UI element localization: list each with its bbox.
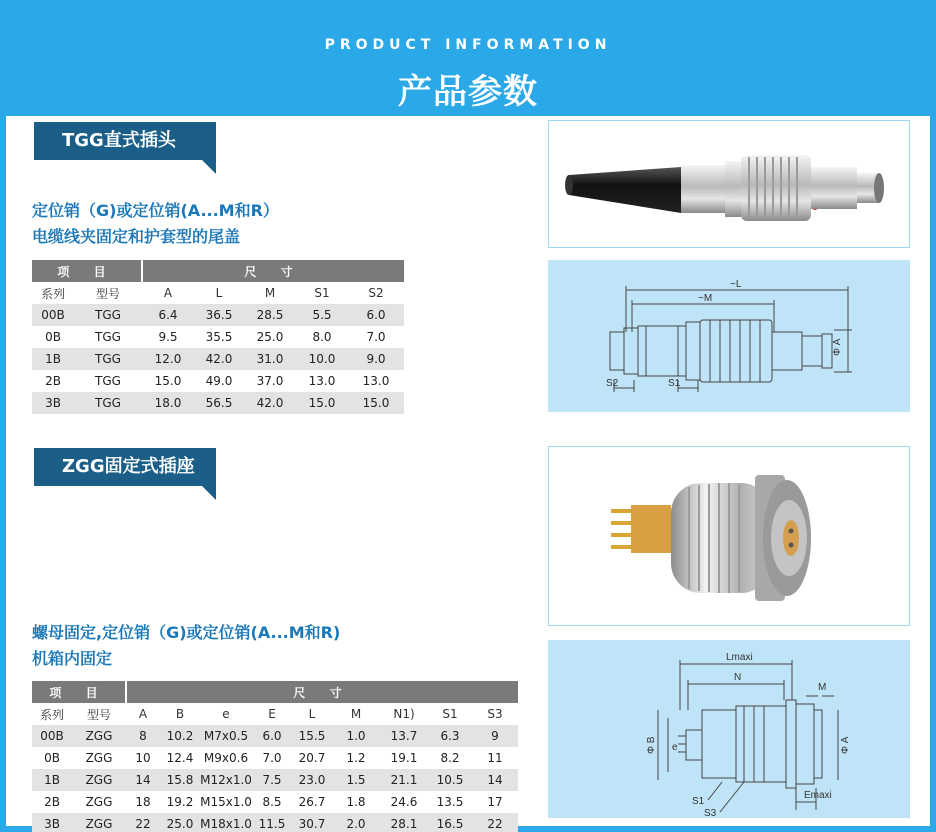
table-cell: 1.5 bbox=[332, 769, 380, 791]
table-row bbox=[32, 769, 518, 791]
table-row bbox=[32, 791, 518, 813]
table-cell: 15.0 bbox=[142, 370, 194, 392]
tgg-label-S2: S2 bbox=[606, 378, 619, 389]
tgg-label-S1: S1 bbox=[668, 378, 681, 389]
table-cell: 18.0 bbox=[142, 392, 194, 414]
section2-description bbox=[32, 620, 340, 672]
table-cell: 6.0 bbox=[348, 304, 404, 326]
table-cell: 0B bbox=[32, 326, 74, 348]
table-cell: TGG bbox=[74, 348, 142, 370]
section1-desc-line1: 定位销（G)或定位销(A...M和R） bbox=[32, 201, 279, 220]
table-cell: M18x1.0 bbox=[200, 813, 252, 832]
content-panel bbox=[6, 116, 930, 831]
table-cell: 10.0 bbox=[296, 348, 348, 370]
table-cell: 7.5 bbox=[252, 769, 292, 791]
section1-description bbox=[32, 198, 279, 250]
zgg-drawing-svg bbox=[548, 640, 910, 818]
table-cell: TGG bbox=[74, 370, 142, 392]
tgg-dimension-drawing bbox=[548, 260, 910, 412]
table-cell: 14 bbox=[126, 769, 160, 791]
group-item-cell: 项 目 bbox=[32, 260, 142, 282]
zgg-label-M: M bbox=[818, 682, 827, 693]
section1-desc-line2: 电缆线夹固定和护套型的尾盖 bbox=[32, 227, 241, 246]
table-cell: ZGG bbox=[72, 813, 126, 832]
column-header-cell: E bbox=[252, 703, 292, 725]
table-cell: 2B bbox=[32, 370, 74, 392]
table-cell: M15x1.0 bbox=[200, 791, 252, 813]
column-header-cell: 系列 bbox=[32, 703, 72, 725]
table-cell: 36.5 bbox=[194, 304, 244, 326]
table-cell: M12x1.0 bbox=[200, 769, 252, 791]
table-cell: 18 bbox=[126, 791, 160, 813]
table-cell: 7.0 bbox=[252, 747, 292, 769]
zgg-label-S1: S1 bbox=[692, 796, 705, 807]
table-cell: ZGG bbox=[72, 725, 126, 747]
zgg-label-S3: S3 bbox=[704, 808, 717, 818]
table-cell: ZGG bbox=[72, 791, 126, 813]
table-cell: 22 bbox=[472, 813, 518, 832]
table-cell: 10.2 bbox=[160, 725, 200, 747]
table-cell: 12.0 bbox=[142, 348, 194, 370]
table-cell: ZGG bbox=[72, 747, 126, 769]
table-cell: 00B bbox=[32, 725, 72, 747]
section2-spec-table bbox=[32, 681, 518, 832]
table-cell: 28.5 bbox=[244, 304, 296, 326]
section1-spec-table bbox=[32, 260, 404, 414]
section2-tab: ZGG固定式插座 bbox=[34, 448, 216, 486]
table-row bbox=[32, 813, 518, 832]
table-row bbox=[32, 370, 404, 392]
column-header-cell: 型号 bbox=[72, 703, 126, 725]
table-cell: 00B bbox=[32, 304, 74, 326]
table-cell: 28.1 bbox=[380, 813, 428, 832]
column-header-cell: S2 bbox=[348, 282, 404, 304]
table-cell: 1.0 bbox=[332, 725, 380, 747]
table-cell: TGG bbox=[74, 326, 142, 348]
zgg-dimension-drawing bbox=[548, 640, 910, 818]
table-cell: 3B bbox=[32, 813, 72, 832]
table-cell: 19.1 bbox=[380, 747, 428, 769]
table-cell: 6.0 bbox=[252, 725, 292, 747]
column-header-cell: A bbox=[142, 282, 194, 304]
table-group-header bbox=[32, 260, 404, 282]
table-cell: 31.0 bbox=[244, 348, 296, 370]
table-cell: ZGG bbox=[72, 769, 126, 791]
table-cell: 9.5 bbox=[142, 326, 194, 348]
table-cell: 15.0 bbox=[296, 392, 348, 414]
table-cell: 24.6 bbox=[380, 791, 428, 813]
table-cell: 0B bbox=[32, 747, 72, 769]
group-dim-cell: 尺 寸 bbox=[142, 260, 404, 282]
table-cell: 13.0 bbox=[348, 370, 404, 392]
table-cell: 12.4 bbox=[160, 747, 200, 769]
table-cell: 6.3 bbox=[428, 725, 472, 747]
column-header-cell: L bbox=[194, 282, 244, 304]
table-cell: 20.7 bbox=[292, 747, 332, 769]
table-cell: 42.0 bbox=[244, 392, 296, 414]
table-cell: 25.0 bbox=[244, 326, 296, 348]
table-cell: 15.0 bbox=[348, 392, 404, 414]
table-cell: 10 bbox=[126, 747, 160, 769]
table-cell: 10.5 bbox=[428, 769, 472, 791]
column-header-cell: S1 bbox=[296, 282, 348, 304]
zgg-socket-image bbox=[549, 447, 910, 626]
table-cell: TGG bbox=[74, 392, 142, 414]
column-header-cell: e bbox=[200, 703, 252, 725]
section1-tab: TGG直式插头 bbox=[34, 122, 216, 160]
zgg-socket-photo bbox=[548, 446, 910, 626]
table-column-header bbox=[32, 282, 404, 304]
table-cell: 13.7 bbox=[380, 725, 428, 747]
section2-desc-line1: 螺母固定,定位销（G)或定位销(A...M和R) bbox=[32, 623, 341, 642]
table-cell: 11 bbox=[472, 747, 518, 769]
table-row bbox=[32, 747, 518, 769]
tgg-plug-photo bbox=[548, 120, 910, 248]
column-header-cell: L bbox=[292, 703, 332, 725]
table-cell: 13.5 bbox=[428, 791, 472, 813]
page-header bbox=[0, 0, 936, 116]
tgg-label-L: ~L bbox=[730, 279, 742, 290]
table-cell: 23.0 bbox=[292, 769, 332, 791]
zgg-label-Lmax: Lmaxi bbox=[726, 652, 753, 663]
tgg-label-A: Φ A bbox=[832, 338, 843, 356]
table-cell: TGG bbox=[74, 304, 142, 326]
header-title-cn: 产品参数 bbox=[398, 72, 538, 112]
table-row bbox=[32, 725, 518, 747]
column-header-cell: S1 bbox=[428, 703, 472, 725]
zgg-label-e: e bbox=[672, 742, 678, 753]
table-cell: 49.0 bbox=[194, 370, 244, 392]
table-row bbox=[32, 326, 404, 348]
zgg-label-Emax: Emaxi bbox=[804, 790, 832, 801]
table-cell: 21.1 bbox=[380, 769, 428, 791]
table-cell: 9 bbox=[472, 725, 518, 747]
tgg-label-M: ~M bbox=[698, 293, 713, 304]
table-cell: 2B bbox=[32, 791, 72, 813]
table-cell: 3B bbox=[32, 392, 74, 414]
table-cell: 1B bbox=[32, 769, 72, 791]
table-cell: 1.8 bbox=[332, 791, 380, 813]
table-cell: M9x0.6 bbox=[200, 747, 252, 769]
group-item-cell: 项 目 bbox=[32, 681, 126, 703]
table-row bbox=[32, 392, 404, 414]
table-cell: 26.7 bbox=[292, 791, 332, 813]
table-cell: M7x0.5 bbox=[200, 725, 252, 747]
table-cell: 56.5 bbox=[194, 392, 244, 414]
table-cell: 6.4 bbox=[142, 304, 194, 326]
table-cell: 30.7 bbox=[292, 813, 332, 832]
table-cell: 14 bbox=[472, 769, 518, 791]
table-cell: 11.5 bbox=[252, 813, 292, 832]
column-header-cell: S3 bbox=[472, 703, 518, 725]
tgg-drawing-svg bbox=[548, 260, 910, 412]
zgg-label-N: N bbox=[734, 672, 742, 683]
table-cell: 22 bbox=[126, 813, 160, 832]
table-cell: 5.5 bbox=[296, 304, 348, 326]
table-cell: 35.5 bbox=[194, 326, 244, 348]
table-cell: 25.0 bbox=[160, 813, 200, 832]
table-cell: 8.5 bbox=[252, 791, 292, 813]
column-header-cell: 系列 bbox=[32, 282, 74, 304]
table-cell: 19.2 bbox=[160, 791, 200, 813]
table-cell: 42.0 bbox=[194, 348, 244, 370]
table-cell: 8.2 bbox=[428, 747, 472, 769]
table-cell: 1B bbox=[32, 348, 74, 370]
column-header-cell: M bbox=[332, 703, 380, 725]
table-cell: 15.8 bbox=[160, 769, 200, 791]
table-cell: 17 bbox=[472, 791, 518, 813]
column-header-cell: N1) bbox=[380, 703, 428, 725]
table-cell: 8 bbox=[126, 725, 160, 747]
column-header-cell: B bbox=[160, 703, 200, 725]
table-cell: 37.0 bbox=[244, 370, 296, 392]
table-cell: 2.0 bbox=[332, 813, 380, 832]
table-row bbox=[32, 348, 404, 370]
tgg-plug-image bbox=[549, 121, 910, 248]
table-cell: 16.5 bbox=[428, 813, 472, 832]
table-cell: 9.0 bbox=[348, 348, 404, 370]
zgg-label-A: Φ A bbox=[840, 736, 851, 754]
table-cell: 15.5 bbox=[292, 725, 332, 747]
zgg-label-B: Φ B bbox=[646, 736, 657, 754]
table-row bbox=[32, 304, 404, 326]
table-cell: 7.0 bbox=[348, 326, 404, 348]
column-header-cell: M bbox=[244, 282, 296, 304]
header-title-en: PRODUCT INFORMATION bbox=[324, 37, 612, 53]
table-column-header bbox=[32, 703, 518, 725]
group-dim-cell: 尺 寸 bbox=[126, 681, 518, 703]
column-header-cell: A bbox=[126, 703, 160, 725]
section2-desc-line2: 机箱内固定 bbox=[32, 649, 113, 668]
table-group-header bbox=[32, 681, 518, 703]
column-header-cell: 型号 bbox=[74, 282, 142, 304]
table-cell: 8.0 bbox=[296, 326, 348, 348]
table-cell: 13.0 bbox=[296, 370, 348, 392]
table-cell: 1.2 bbox=[332, 747, 380, 769]
